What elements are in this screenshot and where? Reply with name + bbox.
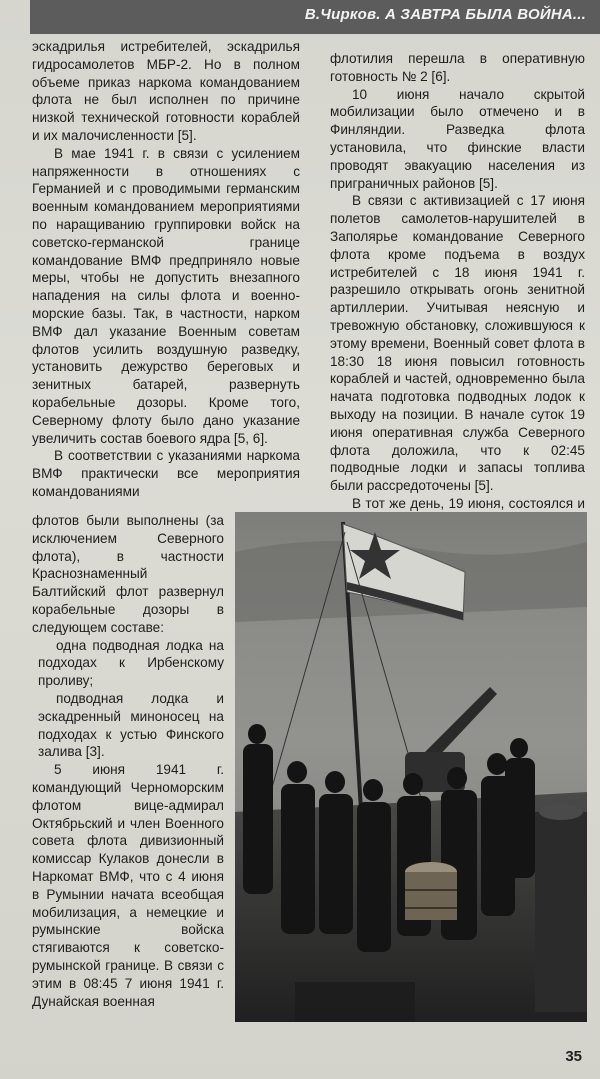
photo-illustration xyxy=(235,512,587,1022)
historical-photo xyxy=(235,512,587,1022)
deck-equipment xyxy=(535,812,587,1012)
header-title: В.Чирков. А ЗАВТРА БЫЛА ВОЙНА... xyxy=(304,6,586,23)
page-number: 35 xyxy=(565,1048,582,1065)
paragraph: флотилия перешла в оперативную готовность № 2 [6]. xyxy=(330,51,585,84)
left-column xyxy=(32,38,300,501)
deck-hatch xyxy=(295,982,415,1022)
paragraph: флотов были выполнены (за исключением Северного флота), в частности Краснознаменный Балтийский флот развернул корабельные дозоры в следующем составе: xyxy=(32,513,224,635)
paragraph: 5 июня 1941 г. командующий Черноморским флотом вице-адмирал Октябрьский и член Военного совета флота дивизионный комиссар Кулаков донесли в Наркомат ВМФ, что с 4 июня в Румынии начата всеобщая мобилизация, а немецкие и румынские войска стягиваются к советско-румынской границе. В связи с этим в 08:45 7 июня 1941 г. Дунайская военная xyxy=(32,762,224,1009)
paragraph: 10 июня начало скрытой мобилизации было отмечено и в Финляндии. Разведка флота установила, что финские власти проводят эвакуацию населения из приграничных районов [5]. xyxy=(330,86,585,191)
left-column-lower xyxy=(32,512,224,1010)
paragraph: В мае 1941 г. в связи с усилением напряженности в отношениях с Германией и с проводимыми германским военным командованием мероприятиями по наращиванию группировки войск на советско-германской границе командование ВМФ предприняло новые меры, чтобы не допустить внезапного нападения на силы флота и военно-морские базы. Так, в частности, нарком ВМФ дал указание Военным советам флотов усилить воздушную разведку, установить дежурство береговых и зенитных батарей, развернуть корабельные дозоры. Кроме того, Северному флоту было дано указание увеличить состав боевого ядра [5, 6]. xyxy=(32,145,300,446)
barrel-body xyxy=(405,872,457,920)
paragraph: В соответствии с указаниями наркома ВМФ практически все мероприятия командованиями xyxy=(32,448,300,499)
paragraph: В тот же день, 19 июня, состоялся и xyxy=(352,495,585,511)
list-item: одна подводная лодка на подходах к Ирбенскому проливу; xyxy=(38,637,224,689)
running-header xyxy=(30,0,600,34)
list-item: подводная лодка и эскадренный миноносец на подходах к устью Финского залива [3]. xyxy=(38,690,224,760)
right-column xyxy=(330,50,585,531)
paragraph: В связи с активизацией с 17 июня полетов самолетов-нарушителей в Заполярье командование Северного флота кроме подъема в воздух истребителей с 18 июня 1941 г. разрешило открывать огонь зенитной артиллерии. Учитывая неясную и тревожную обстановку, сложившуюся к этому времени, Военный совет флота в 18:30 18 июня повысил готовность кораблей и частей, одновременно была начата подготовка подводных лодок к выходу на позиции. В начале суток 19 июня оперативная служба Северного флота доложила, что к 02:45 подводные лодки и запасы топлива были рассредоточены [5]. xyxy=(330,193,585,494)
paragraph: эскадрилья истребителей, эскадрилья гидросамолетов МБР-2. Но в полном объеме приказ наркома командованием флота не был исполнен по причине низкой технической готовности кораблей и их малочисленности [5]. xyxy=(32,39,300,143)
